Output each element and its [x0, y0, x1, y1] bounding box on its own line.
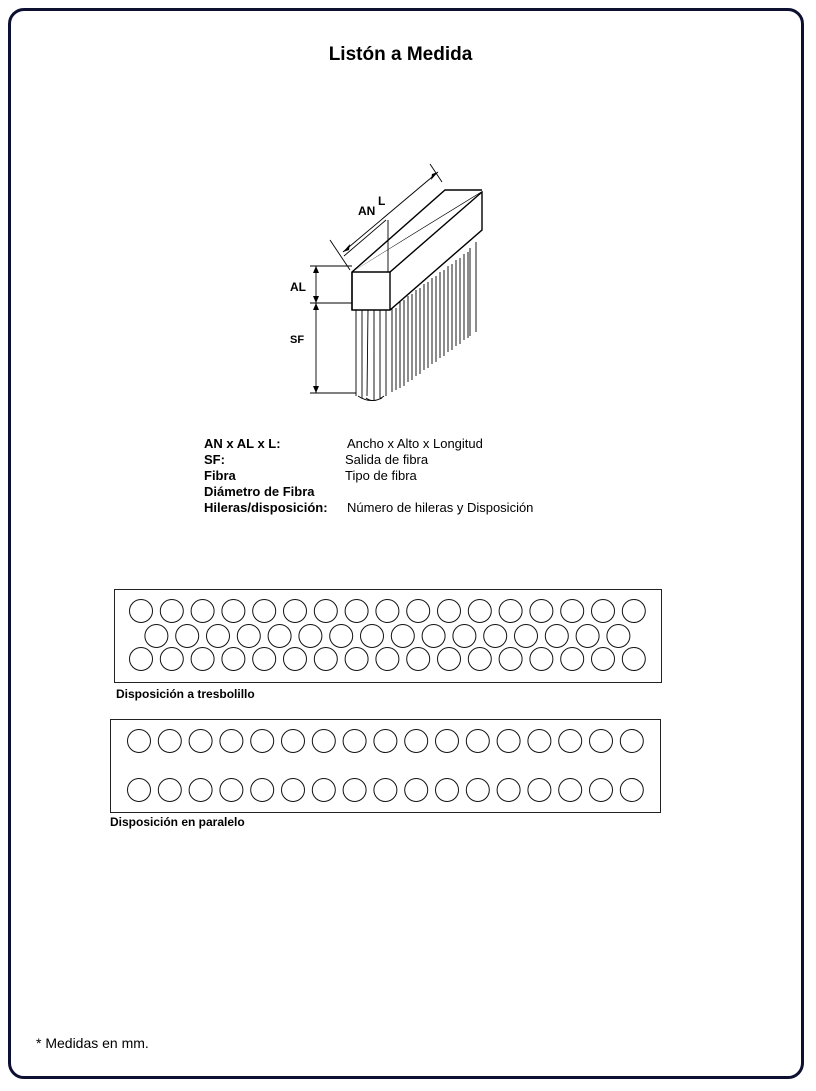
fiber-hole — [466, 779, 489, 802]
fiber-hole — [497, 779, 520, 802]
fiber-hole — [145, 625, 168, 648]
fiber-hole — [222, 600, 245, 623]
fiber-hole — [453, 625, 476, 648]
fiber-hole — [158, 779, 181, 802]
fiber-hole — [561, 600, 584, 623]
parallel-pattern-box — [110, 719, 661, 813]
fiber-hole — [391, 625, 414, 648]
fiber-hole — [314, 600, 337, 623]
fiber-hole — [160, 600, 183, 623]
fiber-hole — [499, 648, 522, 671]
fiber-hole — [468, 648, 491, 671]
fiber-hole — [407, 648, 430, 671]
staggered-pattern-box — [114, 589, 662, 683]
fiber-hole — [622, 600, 645, 623]
fiber-hole — [592, 600, 615, 623]
fiber-hole — [207, 625, 230, 648]
fiber-hole — [343, 779, 366, 802]
staggered-pattern — [115, 590, 663, 684]
fiber-hole — [405, 779, 428, 802]
fiber-hole — [158, 730, 181, 753]
fiber-hole — [191, 648, 214, 671]
fiber-hole — [345, 648, 368, 671]
fiber-hole — [561, 648, 584, 671]
parallel-caption: Disposición en paralelo — [110, 815, 245, 829]
fiber-hole — [376, 648, 399, 671]
fiber-hole — [220, 779, 243, 802]
fiber-hole — [497, 730, 520, 753]
legend-definition: Ancho x Alto x Longitud — [347, 436, 483, 451]
fiber-hole — [590, 779, 613, 802]
fiber-hole — [130, 600, 153, 623]
legend-definition: Salida de fibra — [345, 452, 429, 467]
fiber-hole — [128, 730, 151, 753]
fiber-hole — [128, 779, 151, 802]
fiber-hole — [361, 625, 384, 648]
fiber-hole — [282, 779, 305, 802]
fiber-hole — [592, 648, 615, 671]
label-sf: SF — [290, 334, 305, 346]
legend-term: Diámetro de Fibra — [204, 484, 315, 499]
fiber-hole — [530, 600, 553, 623]
fiber-hole — [251, 730, 274, 753]
legend-term: Hileras/disposición: — [204, 500, 328, 515]
fiber-hole — [220, 730, 243, 753]
fiber-hole — [590, 730, 613, 753]
page-title: Listón a Medida — [328, 44, 473, 65]
label-l: L — [378, 194, 386, 208]
fiber-hole — [484, 625, 507, 648]
fiber-hole — [376, 600, 399, 623]
fiber-hole — [466, 730, 489, 753]
legend-definition: Tipo de fibra — [345, 468, 417, 483]
fiber-hole — [282, 730, 305, 753]
fiber-hole — [405, 730, 428, 753]
legend-term: Fibra — [204, 468, 236, 483]
fiber-hole — [130, 648, 153, 671]
fiber-hole — [515, 625, 538, 648]
fiber-hole — [314, 648, 337, 671]
staggered-caption: Disposición a tresbolillo — [116, 687, 255, 701]
fiber-hole — [191, 600, 214, 623]
fiber-hole — [374, 730, 397, 753]
fiber-hole — [528, 779, 551, 802]
fiber-hole — [407, 600, 430, 623]
legend-term: AN x AL x L: — [204, 436, 281, 451]
fiber-hole — [343, 730, 366, 753]
fiber-hole — [284, 600, 307, 623]
fiber-hole — [189, 779, 212, 802]
fiber-hole — [253, 600, 276, 623]
fiber-hole — [189, 730, 212, 753]
fiber-hole — [559, 730, 582, 753]
fiber-hole — [422, 625, 445, 648]
fiber-hole — [330, 625, 353, 648]
fiber-hole — [312, 730, 335, 753]
legend-term: SF: — [204, 452, 225, 467]
fiber-hole — [559, 779, 582, 802]
fiber-hole — [607, 625, 630, 648]
fiber-hole — [622, 648, 645, 671]
fiber-hole — [468, 600, 491, 623]
fiber-hole — [438, 600, 461, 623]
fiber-hole — [222, 648, 245, 671]
footnote: * Medidas en mm. — [36, 1035, 149, 1051]
fiber-hole — [237, 625, 260, 648]
brush-strip-diagram — [270, 160, 500, 410]
fiber-hole — [284, 648, 307, 671]
legend-definition: Número de hileras y Disposición — [347, 500, 534, 515]
fiber-hole — [160, 648, 183, 671]
fiber-hole — [299, 625, 322, 648]
fiber-hole — [620, 779, 643, 802]
fiber-hole — [251, 779, 274, 802]
fiber-hole — [374, 779, 397, 802]
fiber-hole — [253, 648, 276, 671]
label-an: AN — [358, 204, 376, 218]
parallel-pattern — [111, 720, 662, 814]
fiber-hole — [530, 648, 553, 671]
fiber-hole — [268, 625, 291, 648]
fiber-hole — [436, 779, 459, 802]
fiber-hole — [499, 600, 522, 623]
fiber-hole — [436, 730, 459, 753]
fiber-hole — [312, 779, 335, 802]
fiber-hole — [620, 730, 643, 753]
fiber-hole — [545, 625, 568, 648]
label-al: AL — [290, 280, 306, 294]
fiber-hole — [528, 730, 551, 753]
fiber-hole — [438, 648, 461, 671]
fiber-hole — [345, 600, 368, 623]
fiber-hole — [176, 625, 199, 648]
fiber-hole — [576, 625, 599, 648]
